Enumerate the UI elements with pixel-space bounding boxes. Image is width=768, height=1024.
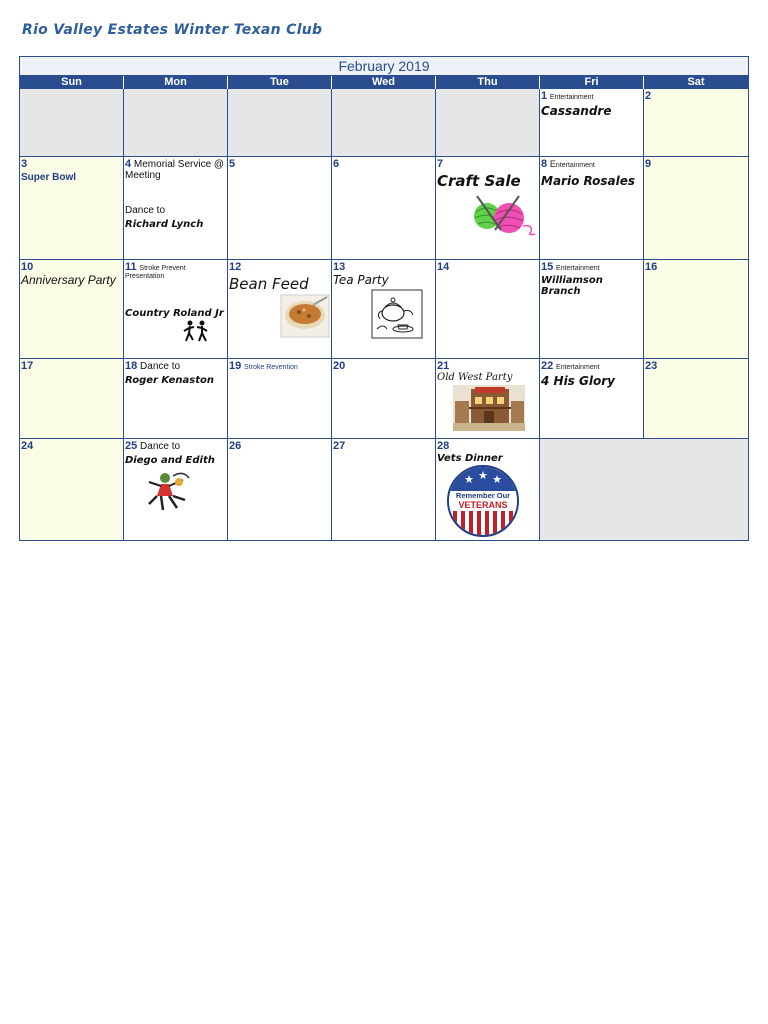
week-row [20, 156, 748, 259]
day-cell-21[interactable] [436, 359, 540, 438]
day-number: 20 [333, 360, 346, 372]
day-cell-empty [436, 89, 540, 156]
event-line: Dance to [125, 205, 166, 216]
day-number: 19 [229, 360, 242, 372]
event-label: Entertainment [556, 364, 600, 371]
weekday-thu: Thu [436, 76, 540, 89]
saloon-building-icon [453, 385, 525, 431]
event-line: Memorial Service @ [133, 159, 225, 170]
event-line: Presentation [125, 273, 165, 280]
event-line: Stroke Prevent [139, 265, 186, 272]
day-number: 14 [437, 261, 450, 273]
day-number: 8 [541, 158, 548, 170]
day-cell-23[interactable] [644, 359, 748, 438]
svg-text:★: ★ [492, 473, 502, 486]
day-cell-13[interactable] [332, 260, 436, 358]
day-number: 7 [437, 158, 444, 170]
day-number: 15 [541, 261, 554, 273]
day-cell-19[interactable] [228, 359, 332, 438]
day-number: 16 [645, 261, 658, 273]
event-label: Entertainment [556, 265, 600, 272]
day-cell-26[interactable] [228, 439, 332, 540]
weekday-fri: Fri [540, 76, 644, 89]
dancing-couple-icon [143, 470, 195, 514]
day-cell-1[interactable] [540, 89, 644, 156]
svg-text:★: ★ [464, 473, 474, 486]
day-cell-7[interactable] [436, 157, 540, 259]
event-title: Anniversary Party [21, 273, 116, 287]
weekday-wed: Wed [332, 76, 436, 89]
event-label [549, 159, 595, 169]
club-title: Rio Valley Estates Winter Texan Club [22, 22, 323, 38]
event-title: Roger Kenaston [125, 375, 214, 386]
week-row [20, 358, 748, 438]
event-line: Stroke Revention [244, 364, 298, 371]
day-cell-10[interactable] [20, 260, 124, 358]
veterans-badge-icon [447, 465, 519, 537]
day-cell-25[interactable] [124, 439, 228, 540]
day-cell-27[interactable] [332, 439, 436, 540]
day-number: 17 [21, 360, 34, 372]
weekday-header [20, 76, 748, 89]
weekday-mon: Mon [124, 76, 228, 89]
event-title: Richard Lynch [125, 219, 204, 230]
event-line: Dance to [140, 361, 181, 372]
event-title: Old West Party [437, 372, 513, 383]
weekday-sat: Sat [687, 76, 705, 88]
event-line: Dance to [140, 441, 181, 452]
day-number: 18 [125, 360, 138, 372]
event-title: Super Bowl [21, 172, 77, 183]
event-title: Country Roland Jr [125, 308, 224, 319]
event-title: Tea Party [333, 273, 389, 287]
badge-line-1: Remember Our [455, 491, 511, 500]
day-cell-empty [20, 89, 124, 156]
event-title: Vets Dinner [437, 453, 503, 464]
day-cell-empty [228, 89, 332, 156]
day-cell-6[interactable] [332, 157, 436, 259]
day-cell-12[interactable] [228, 260, 332, 358]
event-title: Williamson Branch [541, 275, 603, 297]
event-title: 4 His Glory [541, 374, 615, 388]
event-title: Mario Rosales [541, 174, 636, 188]
day-cell-17[interactable] [20, 359, 124, 438]
day-number: 22 [541, 360, 554, 372]
day-number: 27 [333, 440, 346, 452]
week-row [20, 259, 748, 358]
day-number: 26 [229, 440, 242, 452]
day-cell-8[interactable] [540, 157, 644, 259]
day-number: 11 [125, 261, 137, 273]
day-number: 6 [333, 158, 340, 170]
day-cell-16[interactable] [644, 260, 748, 358]
day-number: 13 [333, 261, 346, 273]
event-label-rest: ntertainment [555, 162, 595, 169]
day-number: 4 [125, 158, 132, 170]
day-number: 5 [229, 158, 236, 170]
event-line: Meeting [125, 170, 161, 181]
day-number: 10 [21, 261, 34, 273]
day-cell-18[interactable] [124, 359, 228, 438]
day-number: 2 [645, 90, 652, 102]
day-cell-empty-merged [540, 439, 748, 540]
weekday-sun: Sun [20, 76, 124, 89]
event-title: Bean Feed [229, 275, 309, 293]
day-cell-3[interactable] [20, 157, 124, 259]
day-cell-9[interactable] [644, 157, 748, 259]
svg-text:★: ★ [478, 469, 488, 482]
yarn-balls-icon [467, 190, 539, 238]
day-number: 21 [437, 360, 450, 372]
day-number: 25 [125, 440, 138, 452]
day-cell-20[interactable] [332, 359, 436, 438]
day-cell-empty [124, 89, 228, 156]
day-cell-14[interactable] [436, 260, 540, 358]
event-label: Entertainment [549, 94, 594, 101]
event-title: Craft Sale [437, 172, 521, 190]
day-cell-24[interactable] [20, 439, 124, 540]
event-label-lead: E [549, 159, 556, 169]
day-number: 23 [645, 360, 658, 372]
week-row [20, 89, 748, 156]
day-number: 9 [645, 158, 652, 170]
weekday-tue: Tue [228, 76, 332, 89]
day-cell-28[interactable] [436, 439, 540, 540]
event-title: Diego and Edith [125, 455, 215, 466]
badge-line-2: VETERANS [458, 500, 508, 510]
event-title: Cassandre [541, 104, 612, 118]
soup-bowl-icon [279, 293, 331, 339]
dancers-icon [183, 319, 209, 343]
day-cell-5[interactable] [228, 157, 332, 259]
day-number: 28 [437, 440, 450, 452]
day-number: 3 [21, 158, 28, 170]
day-cell-22[interactable] [540, 359, 644, 438]
week-row [20, 438, 748, 540]
month-title: February 2019 [20, 57, 748, 76]
teapot-icon [371, 289, 423, 339]
day-cell-15[interactable] [540, 260, 644, 358]
calendar [19, 56, 749, 541]
day-number: 24 [21, 440, 34, 452]
day-cell-4[interactable] [124, 157, 228, 259]
day-number: 12 [229, 261, 242, 273]
day-cell-11[interactable] [124, 260, 228, 358]
day-cell-empty [332, 89, 436, 156]
day-number: 1 [541, 90, 548, 102]
day-cell-2[interactable] [644, 89, 748, 156]
